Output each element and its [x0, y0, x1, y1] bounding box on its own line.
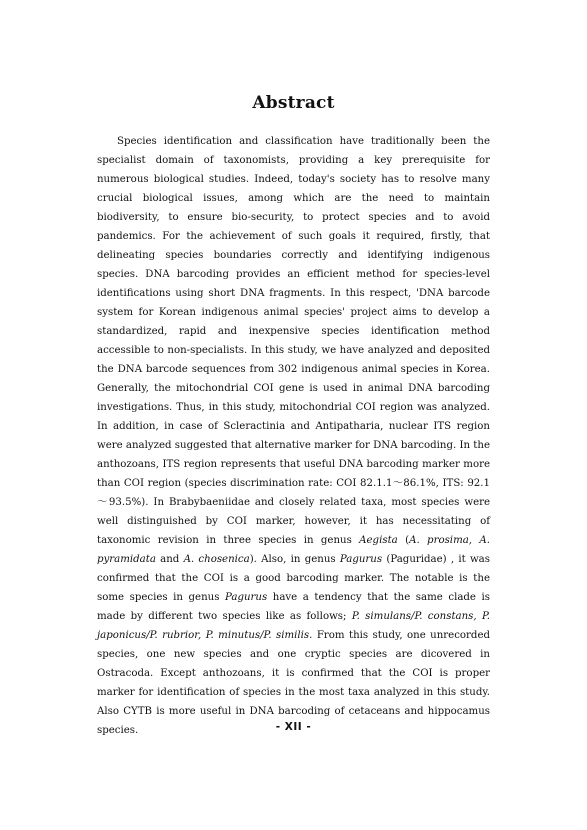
abstract-body	[97, 132, 490, 740]
abstract-text-segment: From this study, one unrecorded species, one new species and one cryptic species are dicovered in Ostracoda. Except anthozoans, it is confirmed that the COI is proper marker for identification of species in the most taxa analyzed in this study. Also CYTB is more useful in DNA barcoding of cetaceans and hippocamus species.	[97, 630, 490, 736]
abstract-text-segment: (Paguridae) , it was confirmed that the COI is a good barcoding marker. The notable is the some species in genus	[97, 554, 490, 603]
abstract-italic-segment: P. simulans/P. constans, P. japonicus/P. rubrior, P. minutus/P. similis.	[97, 611, 491, 641]
abstract-text-segment: ). Also, in genus	[249, 554, 340, 565]
abstract-italic-segment: A. chosenica	[183, 554, 250, 565]
abstract-italic-segment: Aegista	[359, 535, 398, 546]
page-number: - XII -	[275, 721, 312, 733]
abstract-italic-segment: Pagurus	[339, 554, 383, 565]
abstract-text-segment: and	[155, 554, 184, 565]
abstract-text-segment: have a tendency that the same clade is made by different two species like as follows;	[97, 592, 490, 622]
abstract-italic-segment: A. prosima, A. pyramidata	[97, 535, 491, 565]
abstract-text-segment: Species identification and classification have traditionally been the specialist domain of taxonomists, providing a key prerequisite for numerous biological studies. Indeed, today's society has to resolve many crucial biological issues, among which are the need to maintain biodiversity, to ensure bio-security, to protect species and to avoid pandemics. For the achievement of such goals it required, firstly, that delineating species boundaries correctly and identifying indigenous species. DNA barcoding provides an efficient method for species-level identifications using short DNA fragments. In this respect, 'DNA barcode system for Korean indigenous animal species' project aims to develop a standardized, rapid and inexpensive species identification method accessible to non-specialists. In this study, we have analyzed and deposited the DNA barcode sequences from 302 indigenous animal species in Korea. Generally, the mitochondrial COI gene is used in animal DNA barcoding investigations. Thus, in this study, mitochondrial COI region was analyzed. In addition, in case of Scleractinia and Antipatharia, nuclear ITS region were analyzed suggested that alternative marker for DNA barcoding. In the anthozoans, ITS region represents that useful DNA barcoding marker more than COI region (species discrimination rate: COI 82.1.1～86.1%, ITS: 92.1～93.5%). In Brabybaeniidae and closely related taxa, most species were well distinguished by COI marker, however, it has necessitating of taxonomic revision in three species in genus	[97, 136, 490, 546]
abstract-text-segment: (	[397, 535, 410, 546]
abstract-title: Abstract	[252, 93, 335, 113]
abstract-italic-segment: Pagurus	[225, 592, 268, 603]
